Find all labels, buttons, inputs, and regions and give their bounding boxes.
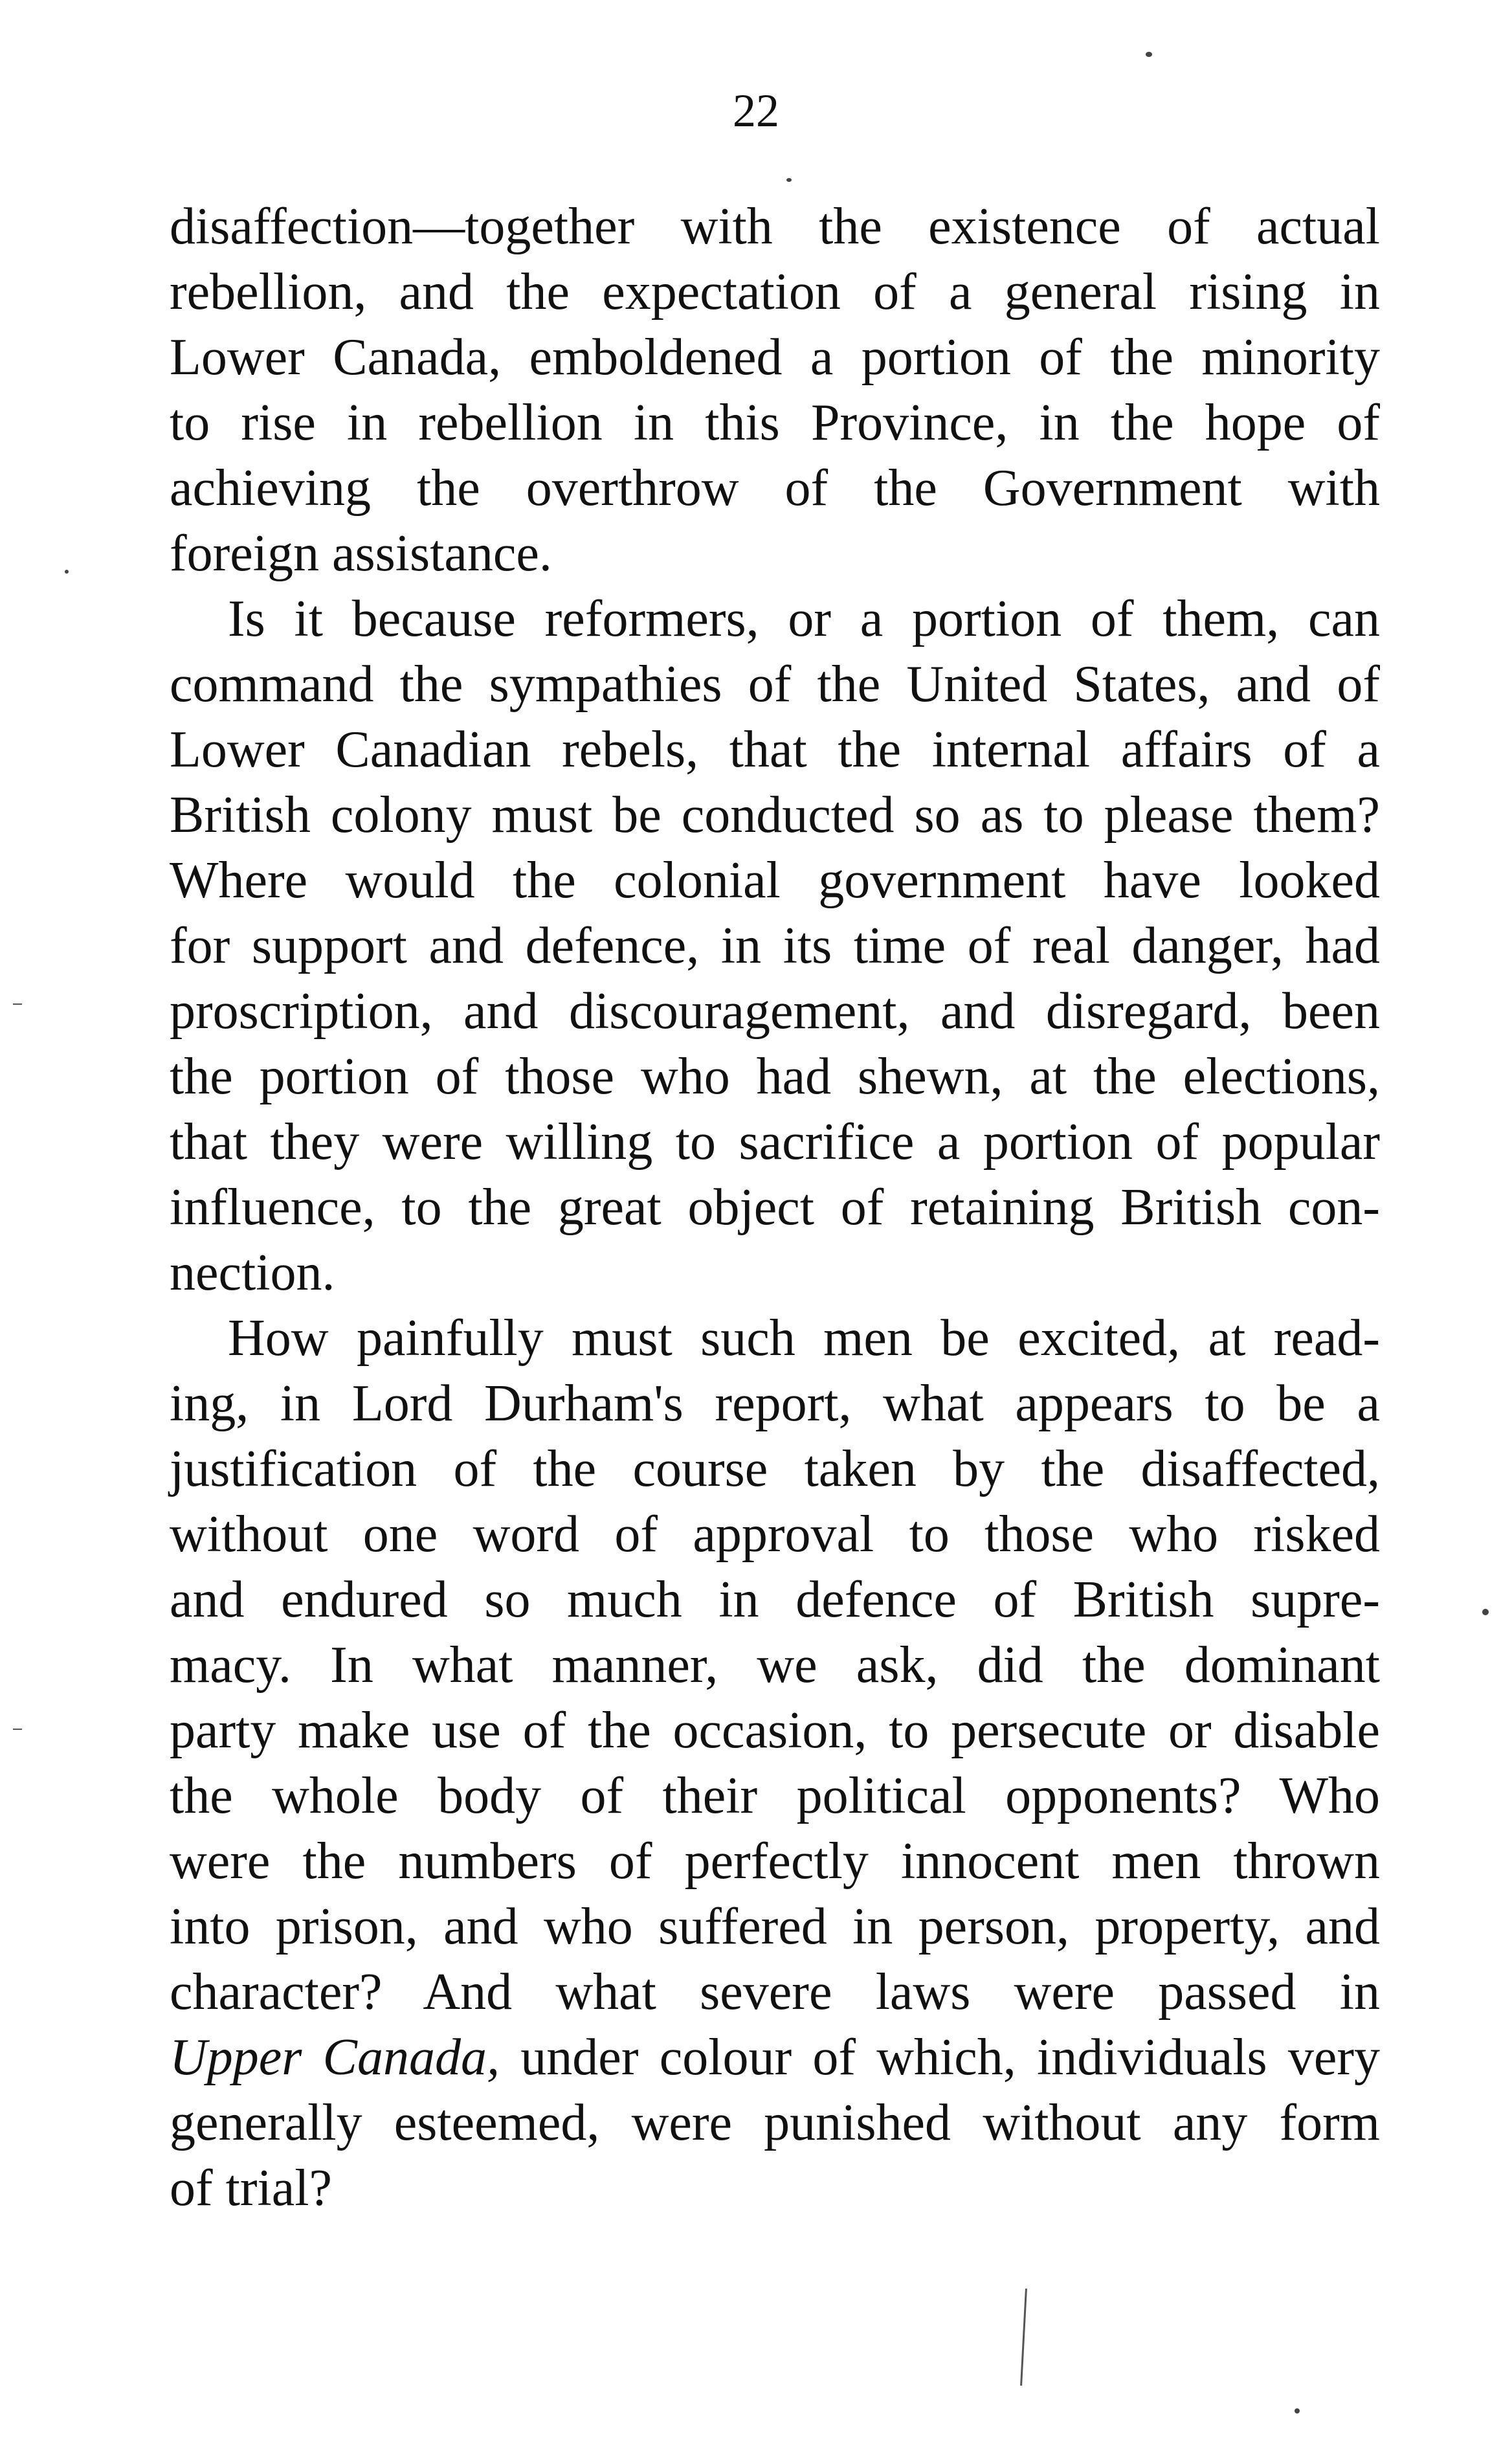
scan-stroke — [13, 1729, 22, 1730]
text-line: character? And what severe laws were passed in — [170, 1964, 1380, 2021]
text-line: Lower Canada, emboldened a portion of the minority — [170, 329, 1380, 386]
text-line: How painfully must such men be excited, at read- — [228, 1310, 1380, 1367]
text-line: influence, to the great object of retaining British con- — [170, 1179, 1380, 1236]
text-line: the whole body of their political opponents? Who — [170, 1767, 1380, 1824]
paragraph-1 — [170, 194, 1380, 587]
text-line: that they were willing to sacrifice a portion of popular — [170, 1114, 1380, 1171]
text-line: justification of the course taken by the disaffected, — [170, 1440, 1380, 1497]
body-text — [170, 194, 1380, 2221]
text-line-with-italic — [170, 2025, 1380, 2090]
text-line: achieving the overthrow of the Government with — [170, 460, 1380, 517]
text-line: disaffection—together with the existence of actual — [170, 198, 1380, 255]
scan-speck — [786, 178, 792, 182]
italic-place-name: Upper Canada, — [170, 2029, 500, 2086]
scan-speck — [1295, 2408, 1300, 2414]
text-line: rebellion, and the expectation of a general rising in — [170, 263, 1380, 320]
text-line: macy. In what manner, we ask, did the dominant — [170, 1637, 1380, 1694]
text-line: for support and defence, in its time of real danger, had — [170, 917, 1380, 974]
scan-speck — [1146, 52, 1152, 57]
text-line: foreign assistance. — [170, 525, 552, 582]
text-line: generally esteemed, were punished without any form — [170, 2094, 1380, 2151]
text-line: Is it because reformers, or a portion of them, can — [228, 590, 1380, 647]
page-number: 22 — [733, 85, 779, 137]
scan-speck — [1482, 1609, 1489, 1615]
text-line-rest: under colour of which, individuals very — [500, 2029, 1380, 2086]
text-line: and endured so much in defence of British supre- — [170, 1571, 1380, 1628]
text-line: to rise in rebellion in this Province, in the hope of — [170, 394, 1380, 451]
text-line: without one word of approval to those who risked — [170, 1506, 1380, 1563]
scan-stroke — [13, 1003, 22, 1005]
text-line: party make use of the occasion, to persecute or disable — [170, 1702, 1380, 1759]
text-line: Where would the colonial government have looked — [170, 852, 1380, 909]
paragraph-2 — [170, 587, 1380, 1306]
text-line: proscription, and discouragement, and disregard, been — [170, 983, 1380, 1040]
text-line: ing, in Lord Durham's report, what appears to be a — [170, 1375, 1380, 1432]
text-line: the portion of those who had shewn, at the elections, — [170, 1048, 1380, 1105]
text-line: were the numbers of perfectly innocent men thrown — [170, 1833, 1380, 1890]
scan-speck — [65, 570, 69, 574]
text-line: British colony must be conducted so as to please them? — [170, 787, 1380, 844]
scan-stroke — [1020, 2289, 1027, 2386]
text-line: nection. — [170, 1244, 335, 1301]
text-line: into prison, and who suffered in person, property, and — [170, 1898, 1380, 1955]
text-line: Lower Canadian rebels, that the internal affairs of a — [170, 721, 1380, 778]
text-line: of trial? — [170, 2160, 332, 2217]
text-line: command the sympathies of the United States, and of — [170, 656, 1380, 713]
paragraph-3 — [170, 1306, 1380, 2221]
